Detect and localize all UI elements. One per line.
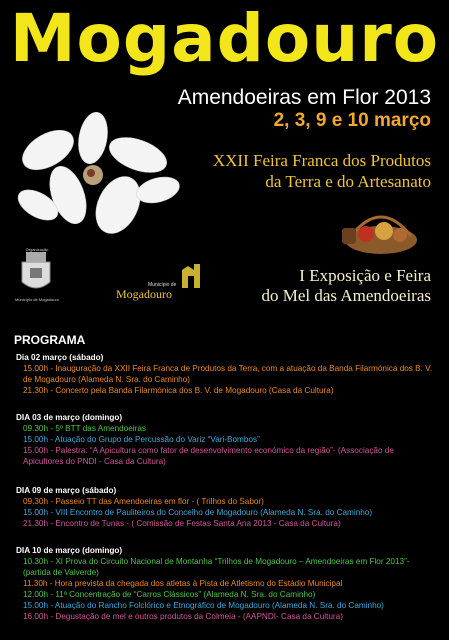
municipality-small-label: Município de [148,282,177,288]
schedule-item: 09.30h - Passeio TT das Amendoeiras em flor - ( Trilhos do Sabor) [23,497,264,506]
honey-fair-announcement [201,266,431,306]
fair-line-2: da Terra e do Artesanato [265,172,431,191]
schedule-item: 16.00h - Degustação de mel e outros produtos da Colmeia - (AAPNDI- Casa da Cultura) [23,612,343,621]
schedule-item: 11.30h - Hora prevista da chegada dos atletas à Pista de Atletismo do Estádio Municipal [23,579,343,588]
day-block-2 [16,412,436,467]
schedule-item: 21.30h - Concerto pela Banda Filarmónica dos B. V. de Mogadouro (Casa da Cultura) [23,386,334,395]
programme-heading: PROGRAMA [14,333,86,347]
municipal-crest-icon [18,250,54,304]
crest-municipality-label: Município de Mogadouro [14,297,60,302]
day-header: DIA 10 de março (domingo) [16,546,123,555]
schedule-item: 12.00h - 11ª Concentração de “Carros Clássicos” (Alameda N. Sra. do Caminho) [23,590,316,599]
day-header: DIA 09 de março (sábado) [16,486,117,495]
schedule-item: 15.00h - Atuação do Grupo de Percussão do Variz “Vari-Bombos” [23,435,260,444]
municipality-name: Mogadouro [116,287,172,301]
schedule-item: 21.30h - Encontro de Tunas - ( Comissão de Festas Santa Ana 2013 - Casa da Cultura) [23,519,341,528]
event-dates: 2, 3, 9 e 10 março [273,110,431,131]
day-header: DIA 03 de março (domingo) [16,413,123,422]
produce-basket-illustration [336,198,426,258]
almond-blossom-illustration [8,110,208,250]
crest-organizer-label: Organização [25,247,49,252]
fair-line-1: XXII Feira Franca dos Produtos [212,151,431,170]
day-block-4 [16,545,436,622]
day-header: Dia 02 março (sábado) [16,353,104,362]
poster-title: Mogadouro [9,0,440,77]
day-block-3 [16,485,436,529]
honey-fair-line-2: do Mel das Amendoeiras [261,286,431,305]
schedule-item: 15.00h - Atuação do Rancho Folclórico e Etnográfico de Mogadouro (Alameda N. Sra. do Caminho) [23,601,384,610]
schedule-item: 15.00h - VIII Encontro de Pauliteiros do Concelho de Mogadouro (Alameda N. Sra. do Caminho) [23,508,373,517]
schedule-item: 15.00h - Palestra: “A Apicultura como fator de desenvolvimento económico da região”- (Associação de Apicultores do PNDI - Casa da Cultura) [23,446,394,466]
schedule-item: 09.30h - 5º BTT das Amendoeiras [23,424,146,433]
poster-subtitle: Amendoeiras em Flor 2013 [177,86,431,109]
schedule-item: 10.30h - XI Prova do Circuito Nacional de Montanha “Trilhos de Mogadouro – Amendoeiras em Flor 2013”- (partida de Valverde) [23,557,410,577]
honey-fair-line-1: I Exposição e Feira [299,266,431,285]
fair-announcement [181,150,431,192]
schedule-item: 15.00h - Inauguração da XXII Feira Franca de Produtos da Terra, com a atuação da Banda Filarmónica dos B. V. de Mogadouro (Alameda N. Sra. do Caminho) [23,364,433,384]
day-block-1 [16,352,436,396]
